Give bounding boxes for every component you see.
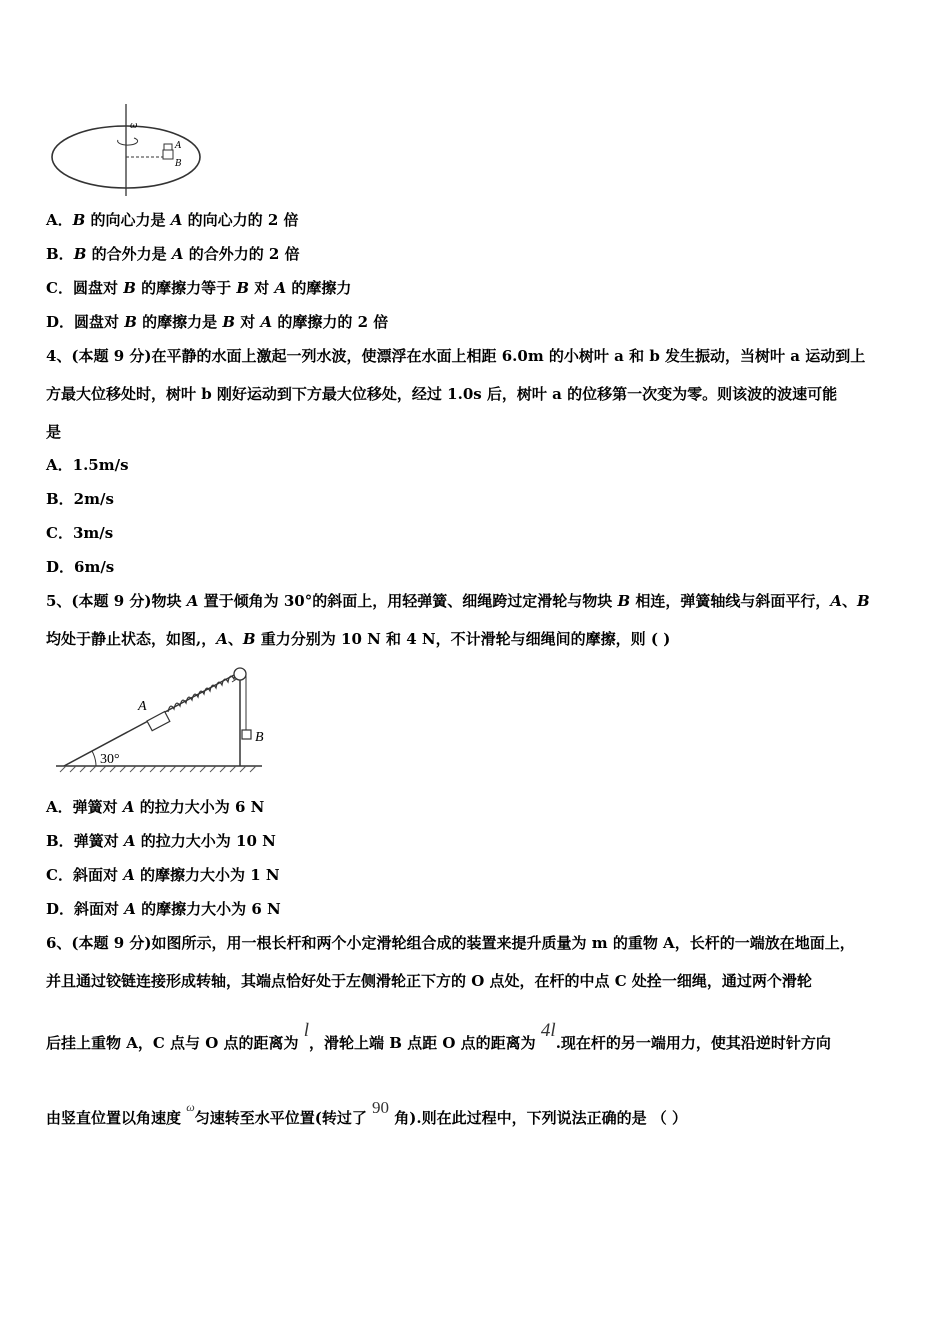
q3-option-c: C．圆盘对 B 的摩擦力等于 B 对 A 的摩擦力: [46, 279, 352, 297]
block-a: [164, 144, 172, 150]
q5-option-c: C．斜面对 A 的摩擦力大小为 1 N: [46, 866, 280, 884]
q4-option-b: B．2m/s: [46, 490, 114, 508]
rotation-arrow-icon: [118, 138, 138, 145]
q3-option-b: B．B 的合外力是 A 的合外力的 2 倍: [46, 245, 300, 263]
math-l: l: [303, 1020, 310, 1041]
ground-hatching: [60, 766, 256, 772]
q3-option-d: D．圆盘对 B 的摩擦力是 B 对 A 的摩擦力的 2 倍: [46, 313, 389, 331]
spring-coil: [168, 673, 240, 712]
block-a: [147, 712, 170, 731]
pulley: [234, 668, 246, 680]
block-a-label: A: [138, 699, 147, 714]
rotating-disc-figure: [46, 100, 216, 200]
q4-line-1: 4、(本题 9 分)在平静的水面上激起一列水波，使漂浮在水面上相距 6.0m 的小树叶 a 和 b 发生振动，当树叶 a 运动到上: [46, 347, 866, 365]
q6-line-2: 并且通过铰链连接形成转轴，其端点恰好处于左侧滑轮正下方的 O 点处，在杆的中点 C 处拴一细绳，通过两个滑轮: [46, 972, 812, 990]
q5-option-a: A．弹簧对 A 的拉力大小为 6 N: [46, 798, 265, 816]
q6-line-4: 由竖直位置以角速度 $^\omega$匀速转至水平位置(转过了 90 角).则在此过程中，下列说法正确的是 （ ）: [46, 1098, 688, 1127]
q4-line-2: 方最大位移处时，树叶 b 刚好运动到下方最大位移处，经过 1.0s 后，树叶 a 的位移第一次变为零。则该波的波速可能: [46, 385, 838, 403]
math-omega: ω: [186, 1100, 195, 1114]
omega-label: ω: [130, 121, 138, 131]
q4-option-c: C．3m/s: [46, 524, 114, 542]
q6-line-3: 后挂上重物 A，C 点与 O 点的距离为 l，滑轮上端 B 点距 O 点的距离为 4l.现在杆的另一端用力，使其沿逆时针方向: [46, 1020, 831, 1052]
math-90: 90: [372, 1098, 390, 1117]
block-b: [242, 730, 251, 739]
q4-option-a: A．1.5m/s: [46, 456, 129, 474]
label-b: B: [175, 159, 182, 169]
q4-line-3: 是: [46, 423, 62, 441]
label-a: A: [175, 141, 182, 151]
q3-option-a: A．B 的向心力是 A 的向心力的 2 倍: [46, 211, 299, 229]
block-b: [163, 150, 173, 159]
q5-option-d: D．斜面对 A 的摩擦力大小为 6 N: [46, 900, 281, 918]
q5-line-2: 均处于静止状态，如图,，A、B 重力分别为 10 N 和 4 N，不计滑轮与细绳间的摩擦，则 ( ): [46, 630, 671, 648]
block-b-label: B: [255, 730, 264, 745]
angle-label: 30°: [100, 752, 120, 767]
q4-option-d: D．6m/s: [46, 558, 115, 576]
q5-line-1: 5、(本题 9 分)物块 A 置于倾角为 30°的斜面上，用轻弹簧、细绳跨过定滑轮与物块 B 相连，弹簧轴线与斜面平行，A、B: [46, 592, 870, 610]
math-4l: 4l: [540, 1020, 556, 1041]
q6-line-1: 6、(本题 9 分)如图所示，用一根长杆和两个小定滑轮组合成的装置来提升质量为 m 的重物 A，长杆的一端放在地面上，: [46, 934, 855, 952]
q5-option-b: B．弹簧对 A 的拉力大小为 10 N: [46, 832, 276, 850]
incline-spring-figure: [52, 660, 272, 775]
angle-arc: [92, 751, 96, 766]
